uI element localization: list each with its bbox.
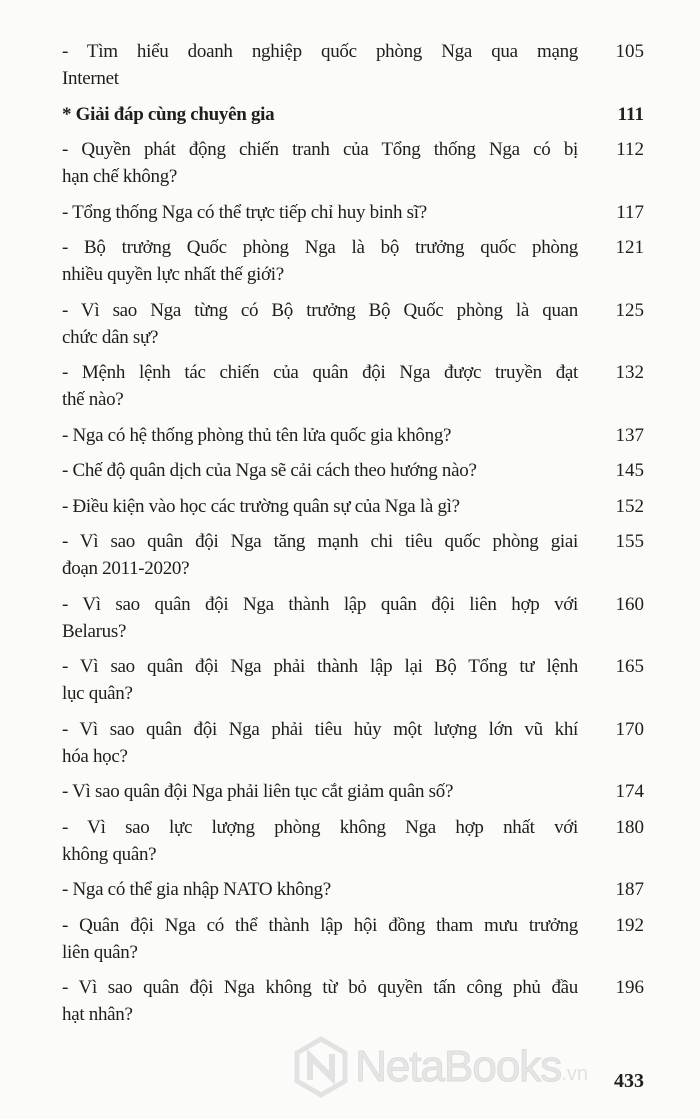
toc-entry-title bbox=[62, 528, 578, 582]
toc-entry-line: - Vì sao quân đội Nga tăng mạnh chi tiêu quốc phòng giai bbox=[62, 531, 578, 552]
toc-entry-line: - Vì sao quân đội Nga không từ bỏ quyền tấn công phủ đầu bbox=[62, 977, 578, 998]
toc-entry-line: - Vì sao quân đội Nga phải liên tục cắt giảm quân số? bbox=[62, 781, 454, 802]
toc-entry-line: liên quân? bbox=[62, 941, 138, 963]
toc-entry bbox=[62, 814, 644, 868]
toc-entry-title bbox=[62, 101, 578, 128]
toc-entry bbox=[62, 199, 644, 226]
watermark-brand: NetaBooks bbox=[355, 1042, 562, 1091]
toc-entry-line: - Chế độ quân dịch của Nga sẽ cải cách theo hướng nào? bbox=[62, 460, 477, 481]
toc-entry-title bbox=[62, 591, 578, 645]
toc-entry bbox=[62, 974, 644, 1028]
toc-entry-page: 170 bbox=[615, 718, 644, 740]
toc-entry-line: thế nào? bbox=[62, 389, 124, 410]
toc-entry-title bbox=[62, 493, 578, 520]
toc-entry bbox=[62, 457, 644, 484]
toc-entry-line: chức dân sự? bbox=[62, 326, 159, 348]
toc-entry-page: 174 bbox=[615, 781, 644, 802]
toc-entry-page: 132 bbox=[615, 362, 644, 383]
toc-entry-line: - Mệnh lệnh tác chiến của quân đội Nga được truyền đạt bbox=[62, 362, 578, 383]
toc-entry-title bbox=[62, 234, 578, 288]
toc-entry-line: Belarus? bbox=[62, 620, 127, 642]
toc-entry-line: - Tổng thống Nga có thể trực tiếp chỉ huy binh sĩ? bbox=[62, 201, 427, 223]
toc-entry-line: - Vì sao quân đội Nga thành lập quân đội liên hợp với bbox=[62, 593, 578, 615]
toc-entry-line: - Bộ trưởng Quốc phòng Nga là bộ trưởng quốc phòng bbox=[62, 237, 578, 258]
toc-entry-title bbox=[62, 136, 578, 190]
toc-entry-page: 145 bbox=[615, 460, 644, 481]
toc-entry-line: hạn chế không? bbox=[62, 166, 178, 187]
toc-entry-page: 117 bbox=[616, 201, 644, 223]
toc-entry bbox=[62, 528, 644, 582]
toc-entry-page: 112 bbox=[616, 139, 644, 160]
toc-entry-line: - Tìm hiểu doanh nghiệp quốc phòng Nga qua mạng bbox=[62, 41, 578, 62]
toc-entry-page: 137 bbox=[615, 424, 644, 446]
toc-entry-line: không quân? bbox=[62, 843, 157, 865]
toc-entry-line: - Nga có hệ thống phòng thủ tên lửa quốc gia không? bbox=[62, 424, 452, 446]
toc-entry-title bbox=[62, 422, 578, 449]
toc-entry bbox=[62, 591, 644, 645]
toc-entry bbox=[62, 912, 644, 966]
toc-entry-line: - Vì sao lực lượng phòng không Nga hợp nhất với bbox=[62, 816, 578, 838]
toc-entry-page: 105 bbox=[615, 41, 644, 62]
toc-entry-page: 187 bbox=[615, 879, 644, 900]
toc-entry bbox=[62, 716, 644, 770]
toc-entry-title bbox=[62, 912, 578, 966]
toc-entry-line: hạt nhân? bbox=[62, 1004, 133, 1025]
toc-entry-line: - Vì sao quân đội Nga phải thành lập lại Bộ Tổng tư lệnh bbox=[62, 656, 578, 677]
toc-entry-line: - Điều kiện vào học các trường quân sự của Nga là gì? bbox=[62, 495, 460, 517]
toc-entry-title bbox=[62, 359, 578, 413]
toc-entry-page: 121 bbox=[615, 237, 644, 258]
toc-entry-line: đoạn 2011-2020? bbox=[62, 558, 190, 579]
toc-entry-page: 192 bbox=[615, 914, 644, 936]
toc-entry bbox=[62, 234, 644, 288]
toc-entry bbox=[62, 38, 644, 92]
toc-entry-line: - Quân đội Nga có thể thành lập hội đồng tham mưu trưởng bbox=[62, 914, 578, 936]
toc-entry-title bbox=[62, 814, 578, 868]
toc-entry-title bbox=[62, 778, 578, 805]
toc-entry-page: 160 bbox=[615, 593, 644, 615]
toc-entry-title bbox=[62, 974, 578, 1028]
toc-entry-line: nhiều quyền lực nhất thế giới? bbox=[62, 264, 284, 285]
watermark bbox=[293, 1036, 588, 1098]
page-number: 433 bbox=[614, 1070, 644, 1092]
table-of-contents bbox=[62, 38, 644, 1037]
toc-entry-line: lục quân? bbox=[62, 683, 133, 704]
toc-entry-page: 180 bbox=[615, 816, 644, 838]
toc-entry-page: 155 bbox=[615, 531, 644, 552]
toc-entry-line: - Vì sao Nga từng có Bộ trưởng Bộ Quốc phòng là quan bbox=[62, 299, 578, 321]
toc-entry-line: - Quyền phát động chiến tranh của Tổng thống Nga có bị bbox=[62, 139, 578, 160]
toc-entry bbox=[62, 493, 644, 520]
toc-entry-title bbox=[62, 716, 578, 770]
netabooks-logo-icon bbox=[293, 1036, 349, 1098]
toc-entry-page: 111 bbox=[617, 103, 644, 125]
toc-entry bbox=[62, 653, 644, 707]
toc-entry-line: * Giải đáp cùng chuyên gia bbox=[62, 103, 275, 125]
toc-entry bbox=[62, 359, 644, 413]
toc-entry-title bbox=[62, 457, 578, 484]
toc-entry-line: hóa học? bbox=[62, 745, 128, 767]
toc-entry-page: 152 bbox=[615, 495, 644, 517]
toc-entry-page: 165 bbox=[615, 656, 644, 677]
toc-entry bbox=[62, 876, 644, 903]
toc-entry-line: - Vì sao quân đội Nga phải tiêu hủy một lượng lớn vũ khí bbox=[62, 718, 578, 740]
toc-entry-page: 196 bbox=[615, 977, 644, 998]
toc-entry-page: 125 bbox=[615, 299, 644, 321]
toc-entry bbox=[62, 136, 644, 190]
toc-entry-line: - Nga có thể gia nhập NATO không? bbox=[62, 879, 331, 900]
toc-entry bbox=[62, 297, 644, 351]
toc-entry-title bbox=[62, 297, 578, 351]
toc-entry bbox=[62, 422, 644, 449]
toc-section-heading bbox=[62, 101, 644, 128]
toc-entry-title bbox=[62, 876, 578, 903]
watermark-suffix: .vn bbox=[561, 1062, 588, 1085]
toc-entry-line: Internet bbox=[62, 68, 119, 89]
toc-entry-title bbox=[62, 653, 578, 707]
toc-entry-title bbox=[62, 38, 578, 92]
toc-entry bbox=[62, 778, 644, 805]
toc-entry-title bbox=[62, 199, 578, 226]
